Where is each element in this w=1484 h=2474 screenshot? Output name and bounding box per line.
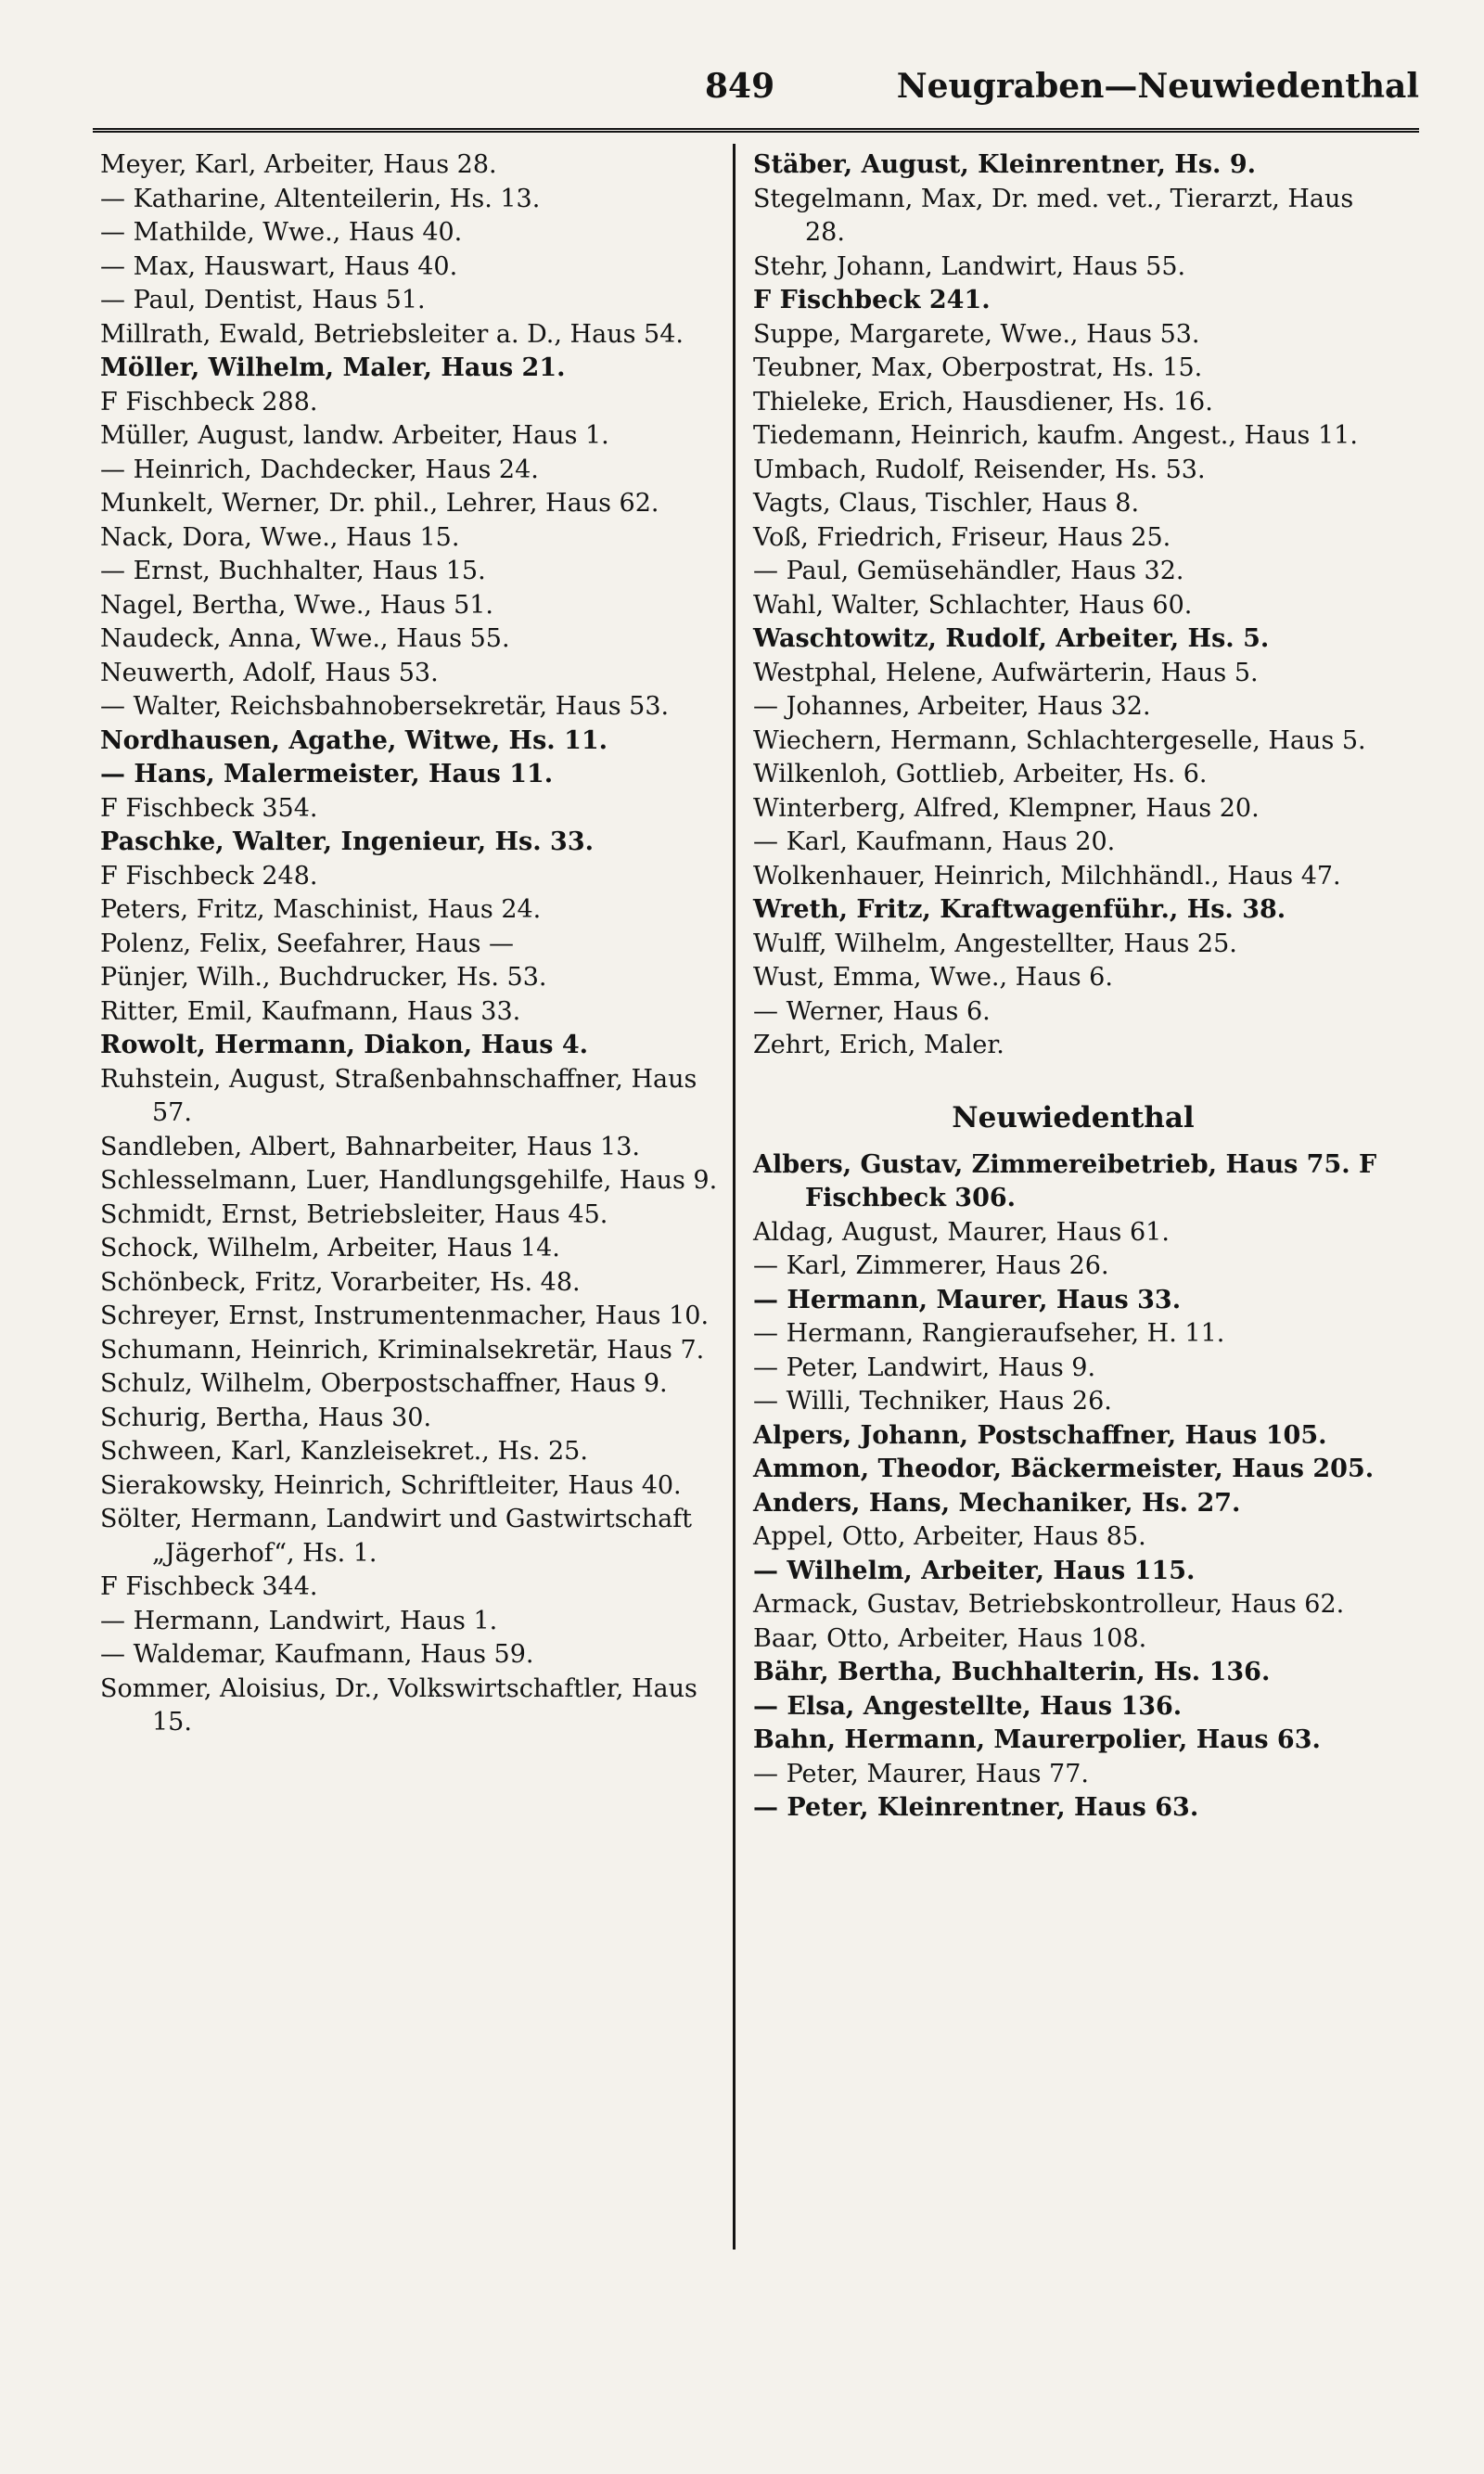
directory-entry: — Willi, Techniker, Haus 26.	[753, 1387, 1112, 1416]
directory-entry: Winterberg, Alfred, Klempner, Haus 20.	[753, 793, 1260, 823]
directory-entry: — Karl, Zimmerer, Haus 26.	[753, 1251, 1109, 1280]
directory-entry: F Fischbeck 241.	[753, 286, 991, 314]
directory-entry: Appel, Otto, Arbeiter, Haus 85.	[753, 1522, 1146, 1551]
directory-entry: Schurig, Bertha, Haus 30.	[100, 1403, 432, 1432]
directory-entry: — Elsa, Angestellte, Haus 136.	[753, 1691, 1183, 1721]
directory-entry: Wahl, Walter, Schlachter, Haus 60.	[753, 590, 1193, 620]
directory-entry: Möller, Wilhelm, Maler, Haus 21.	[100, 353, 566, 382]
directory-entry: — Johannes, Arbeiter, Haus 32.	[753, 692, 1151, 721]
section-heading: Neuwiedenthal	[952, 1100, 1195, 1134]
running-head: Neugraben—Neuwiedenthal	[896, 67, 1419, 106]
directory-entry: Thieleke, Erich, Hausdiener, Hs. 16.	[753, 387, 1213, 417]
directory-entry: Nordhausen, Agathe, Witwe, Hs. 11.	[100, 725, 608, 755]
directory-entry: Ruhstein, August, Straßenbahnschaffner, Haus 57.	[100, 1064, 697, 1127]
directory-entry: Paschke, Walter, Ingenieur, Hs. 33.	[100, 827, 595, 856]
directory-entry: Stäber, August, Kleinrentner, Hs. 9.	[753, 150, 1257, 179]
directory-entry: — Walter, Reichsbahnobersekretär, Haus 53.	[100, 692, 670, 721]
right-column-section-entries	[753, 1148, 1393, 1826]
directory-entry: Alpers, Johann, Postschaffner, Haus 105.	[753, 1420, 1327, 1450]
directory-entry: Pünjer, Wilh., Buchdrucker, Hs. 53.	[100, 963, 547, 992]
directory-entry: Müller, August, landw. Arbeiter, Haus 1.	[100, 421, 609, 450]
directory-entry: F Fischbeck 344.	[100, 1572, 318, 1601]
column-divider	[733, 144, 736, 2250]
directory-entry: — Hans, Malermeister, Haus 11.	[100, 760, 554, 788]
directory-entry: Schulz, Wilhelm, Oberpostschaffner, Haus 9.	[100, 1369, 668, 1398]
directory-entry: Munkelt, Werner, Dr. phil., Lehrer, Haus 62.	[100, 489, 659, 518]
right-column	[753, 148, 1393, 1826]
directory-entry: Wolkenhauer, Heinrich, Milchhändl., Haus 47.	[753, 861, 1341, 891]
directory-entry: Teubner, Max, Oberpostrat, Hs. 15.	[753, 353, 1203, 382]
directory-entry: Meyer, Karl, Arbeiter, Haus 28.	[100, 150, 497, 179]
directory-entry: Schumann, Heinrich, Kriminalsekretär, Haus 7.	[100, 1335, 705, 1365]
left-column	[100, 148, 723, 1740]
directory-entry: — Hermann, Maurer, Haus 33.	[753, 1285, 1182, 1314]
directory-entry: Schreyer, Ernst, Instrumentenmacher, Haus 10.	[100, 1301, 710, 1330]
directory-entry: Nack, Dora, Wwe., Haus 15.	[100, 522, 460, 552]
directory-entry: Schlesselmann, Luer, Handlungsgehilfe, Haus 9.	[100, 1166, 718, 1195]
directory-entry: F Fischbeck 248.	[100, 861, 318, 891]
directory-entry: Wiechern, Hermann, Schlachtergeselle, Haus 5.	[753, 725, 1366, 755]
directory-entry: — Paul, Dentist, Haus 51.	[100, 286, 426, 314]
directory-entry: Bähr, Bertha, Buchhalterin, Hs. 136.	[753, 1658, 1271, 1686]
directory-entry: Albers, Gustav, Zimmereibetrieb, Haus 75. F Fischbeck 306.	[753, 1149, 1377, 1212]
directory-entry: Ritter, Emil, Kaufmann, Haus 33.	[100, 996, 521, 1026]
directory-entry: Zehrt, Erich, Maler.	[753, 1031, 1004, 1059]
directory-entry: — Heinrich, Dachdecker, Haus 24.	[100, 455, 539, 484]
directory-entry: Stegelmann, Max, Dr. med. vet., Tierarzt, Haus 28.	[753, 184, 1354, 247]
directory-entry: Ammon, Theodor, Bäckermeister, Haus 205.	[753, 1455, 1375, 1483]
directory-entry: — Peter, Landwirt, Haus 9.	[753, 1352, 1096, 1382]
directory-entry: — Waldemar, Kaufmann, Haus 59.	[100, 1640, 534, 1669]
directory-entry: Wreth, Fritz, Kraftwagenführ., Hs. 38.	[753, 895, 1286, 924]
directory-entry: — Katharine, Altenteilerin, Hs. 13.	[100, 184, 541, 213]
right-column-entries	[753, 148, 1393, 1063]
directory-entry: — Hermann, Landwirt, Haus 1.	[100, 1606, 498, 1635]
directory-entry: Stehr, Johann, Landwirt, Haus 55.	[753, 251, 1186, 281]
page-number: 849	[705, 67, 775, 106]
directory-entry: Schönbeck, Fritz, Vorarbeiter, Hs. 48.	[100, 1267, 581, 1297]
directory-entry: F Fischbeck 288.	[100, 387, 318, 417]
directory-entry: Schmidt, Ernst, Betriebsleiter, Haus 45.	[100, 1199, 608, 1229]
directory-entry: Armack, Gustav, Betriebskontrolleur, Haus 62.	[753, 1590, 1345, 1619]
directory-entry: Anders, Hans, Mechaniker, Hs. 27.	[753, 1488, 1241, 1518]
directory-entry: — Wilhelm, Arbeiter, Haus 115.	[753, 1556, 1196, 1585]
directory-entry: — Karl, Kaufmann, Haus 20.	[753, 827, 1116, 856]
directory-entry: — Hermann, Rangieraufseher, H. 11.	[753, 1319, 1225, 1348]
directory-entry: — Paul, Gemüsehändler, Haus 32.	[753, 557, 1184, 585]
directory-entry: Voß, Friedrich, Friseur, Haus 25.	[753, 522, 1171, 552]
directory-entry: Aldag, August, Maurer, Haus 61.	[753, 1217, 1170, 1247]
directory-entry: Umbach, Rudolf, Reisender, Hs. 53.	[753, 455, 1206, 484]
directory-entry: Wust, Emma, Wwe., Haus 6.	[753, 963, 1113, 992]
directory-entry: Schween, Karl, Kanzleisekret., Hs. 25.	[100, 1437, 588, 1466]
header-rule	[93, 128, 1419, 136]
directory-entry: Millrath, Ewald, Betriebsleiter a. D., Haus 54.	[100, 319, 684, 349]
directory-entry: Schock, Wilhelm, Arbeiter, Haus 14.	[100, 1234, 560, 1263]
directory-entry: Neuwerth, Adolf, Haus 53.	[100, 658, 439, 687]
directory-entry: Polenz, Felix, Seefahrer, Haus —	[100, 929, 515, 958]
directory-entry: Nagel, Bertha, Wwe., Haus 51.	[100, 590, 494, 620]
directory-entry: — Ernst, Buchhalter, Haus 15.	[100, 557, 486, 585]
directory-entry: F Fischbeck 354.	[100, 793, 318, 823]
directory-entry: Sandleben, Albert, Bahnarbeiter, Haus 13.	[100, 1132, 640, 1161]
page-header	[93, 67, 1419, 122]
directory-entry: Westphal, Helene, Aufwärterin, Haus 5.	[753, 658, 1259, 687]
directory-entry: Waschtowitz, Rudolf, Arbeiter, Hs. 5.	[753, 624, 1270, 653]
directory-entry: — Peter, Kleinrentner, Haus 63.	[753, 1793, 1199, 1822]
directory-entry: Peters, Fritz, Maschinist, Haus 24.	[100, 895, 542, 924]
directory-entry: — Werner, Haus 6.	[753, 996, 991, 1026]
directory-entry: Vagts, Claus, Tischler, Haus 8.	[753, 489, 1140, 518]
directory-entry: Tiedemann, Heinrich, kaufm. Angest., Haus 11.	[753, 421, 1358, 450]
directory-entry: Baar, Otto, Arbeiter, Haus 108.	[753, 1623, 1147, 1653]
directory-entry: Naudeck, Anna, Wwe., Haus 55.	[100, 624, 510, 653]
directory-entry: — Peter, Maurer, Haus 77.	[753, 1759, 1089, 1788]
directory-entry: Sommer, Aloisius, Dr., Volkswirtschaftler, Haus 15.	[100, 1673, 697, 1737]
directory-entry: — Max, Hauswart, Haus 40.	[100, 251, 458, 281]
directory-entry: Rowolt, Hermann, Diakon, Haus 4.	[100, 1031, 588, 1059]
directory-entry: Bahn, Hermann, Maurerpolier, Haus 63.	[753, 1725, 1321, 1754]
directory-entry: Suppe, Margarete, Wwe., Haus 53.	[753, 319, 1200, 349]
directory-entry: — Mathilde, Wwe., Haus 40.	[100, 218, 463, 247]
directory-entry: Wulff, Wilhelm, Angestellter, Haus 25.	[753, 929, 1237, 958]
directory-entry: Sierakowsky, Heinrich, Schriftleiter, Haus 40.	[100, 1470, 682, 1500]
directory-entry: Sölter, Hermann, Landwirt und Gastwirtschaft „Jägerhof“, Hs. 1.	[100, 1505, 693, 1568]
directory-entry: Wilkenloh, Gottlieb, Arbeiter, Hs. 6.	[753, 760, 1208, 788]
